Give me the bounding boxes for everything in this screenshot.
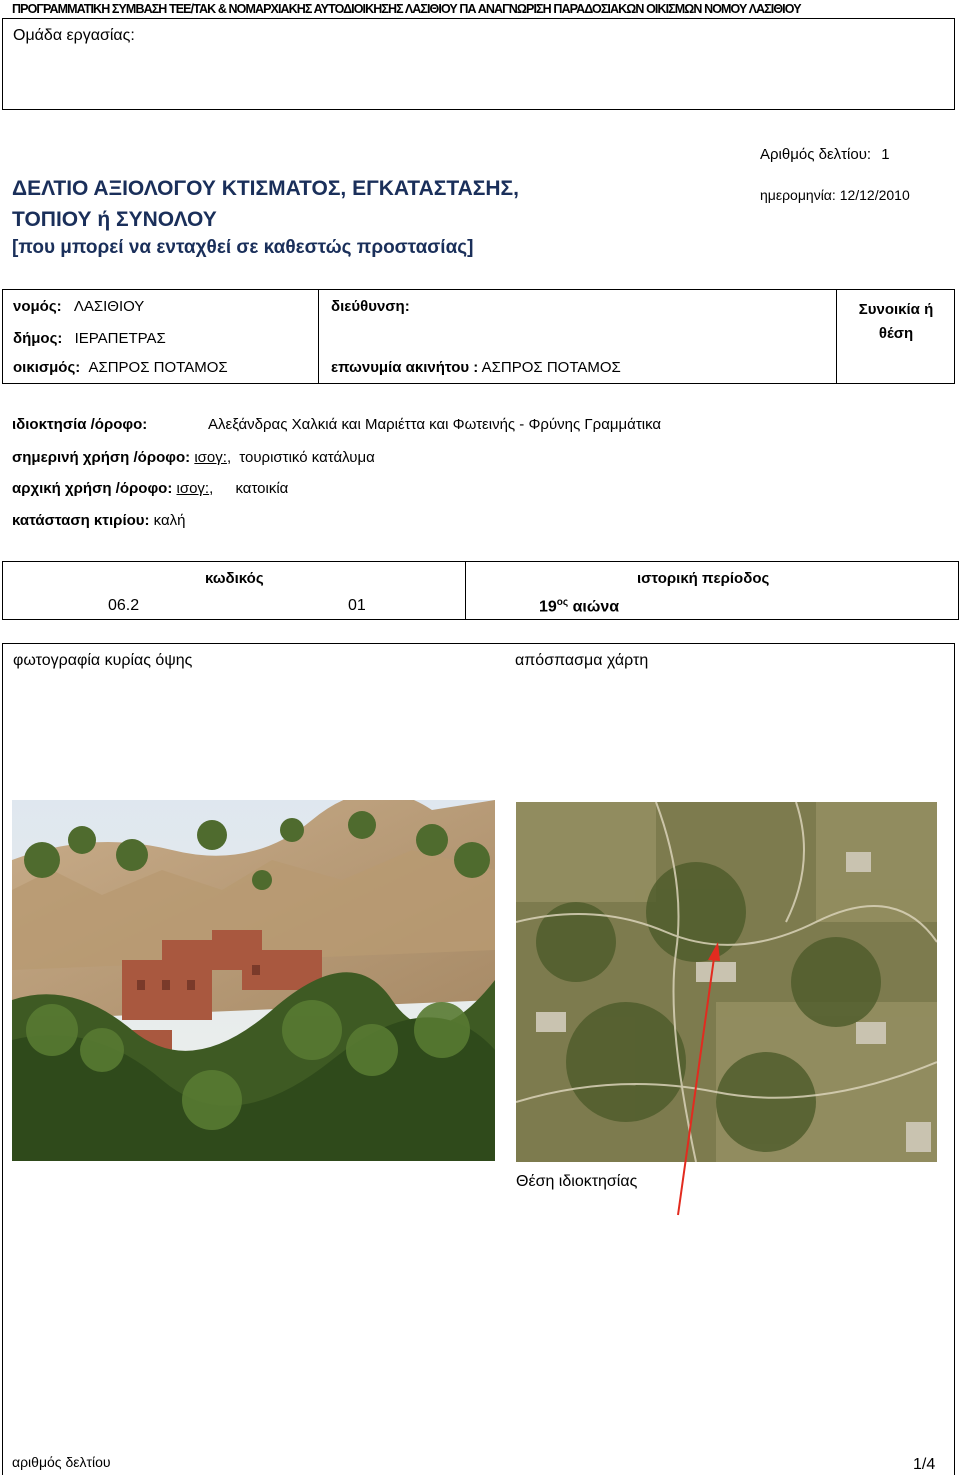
form-number-value: 1: [881, 146, 890, 163]
original-use-floor: ισογ:: [176, 480, 210, 497]
form-date-label: ημερομηνία:: [760, 187, 836, 203]
form-title-line2: ΤΟΠΙΟΥ ή ΣΥΝΟΛΟΥ: [12, 208, 217, 231]
settlement-row: [13, 359, 228, 376]
address-label: διεύθυνση:: [331, 298, 410, 315]
code-period-table: [2, 561, 959, 620]
property-name-row: [331, 359, 621, 376]
prefecture-label: νομός:: [13, 298, 62, 315]
current-use-row: [12, 449, 375, 466]
settlement-value: ΑΣΠΡΟΣ ΠΟΤΑΜΟΣ: [88, 359, 228, 376]
ownership-value: Αλεξάνδρας Χαλκιά και Μαριέττα και Φωτεινής - Φρύνης Γραμμάτικα: [208, 416, 662, 433]
work-group-label: Ομάδα εργασίας:: [13, 27, 135, 44]
current-use-floor: ισογ:: [194, 449, 227, 466]
facade-photo-label: φωτογραφία κυρίας όψης: [13, 652, 193, 669]
period-superscript: ος: [556, 597, 569, 608]
original-use-value: κατοικία: [235, 480, 289, 497]
work-group-box: [2, 18, 955, 110]
location-arrow: [670, 930, 730, 1230]
period-value: [539, 597, 619, 616]
current-use-label: σημερινή χρήση /όροφο:: [12, 449, 191, 466]
map-excerpt-label: απόσπασμα χάρτη: [515, 652, 649, 669]
municipality-value: ΙΕΡΑΠΕΤΡΑΣ: [74, 330, 166, 347]
program-header: ΠΡΟΓΡΑΜΜΑΤΙΚΗ ΣΥΜΒΑΣΗ ΤΕΕ/ΤΑΚ & ΝΟΜΑΡΧΙΑΚΗΣ ΑΥΤΟΔΙΟΙΚΗΣΗΣ ΛΑΣΙΘΙΟΥ ΠΑ ΑΝΑΓΝΩΡΙΣΗ ΠΑΡΑΔΟΣΙΑΚΩΝ ΟΙΚΙΣΜΩΝ ΝΟΜΟΥ ΛΑΣΙΘΙΟΥ: [12, 2, 801, 16]
settlement-label: οικισμός:: [13, 359, 81, 376]
map-caption: Θέση ιδιοκτησίας: [516, 1173, 638, 1190]
code-part2: 01: [348, 597, 366, 614]
form-number: [760, 146, 890, 163]
form-title-line1: ΔΕΛΤΙΟ ΑΞΙΟΛΟΓΟΥ ΚΤΙΣΜΑΤΟΣ, ΕΓΚΑΤΑΣΤΑΣΗΣ,: [12, 177, 519, 200]
prefecture-value: ΛΑΣΙΘΙΟΥ: [73, 298, 145, 315]
form-date-value: 12/12/2010: [839, 187, 910, 203]
original-use-label: αρχική χρήση /όροφο:: [12, 480, 173, 497]
current-use-sep: ,: [226, 449, 232, 466]
period-number: 19: [539, 598, 557, 616]
form-subtitle: [που μπορεί να ενταχθεί σε καθεστώς προστασίας]: [12, 237, 474, 258]
location-divider-1: [318, 290, 319, 383]
facade-photo-image: [12, 800, 495, 1161]
original-use-sep: ,: [209, 480, 214, 497]
property-name-value: ΑΣΠΡΟΣ ΠΟΤΑΜΟΣ: [481, 359, 621, 376]
footer-form-number-label: αριθμός δελτίου: [12, 1454, 111, 1470]
condition-row: [12, 512, 186, 529]
municipality-row: [13, 330, 166, 347]
municipality-label: δήμος:: [13, 330, 63, 347]
form-number-label: Αριθμός δελτίου:: [760, 146, 872, 163]
form-date: [760, 187, 910, 203]
neighborhood-label-line2: θέση: [878, 325, 914, 342]
original-use-row: [12, 480, 288, 497]
condition-value: καλή: [153, 512, 186, 529]
footer-page: 1/4: [913, 1456, 936, 1473]
ownership-label: ιδιοκτησία /όροφο:: [12, 416, 148, 433]
neighborhood-label-line1: Συνοικία ή: [858, 301, 934, 318]
code-header: κωδικός: [205, 570, 264, 587]
property-name-label: επωνυμία ακινήτου :: [331, 359, 479, 376]
period-header: ιστορική περίοδος: [637, 570, 770, 587]
code-period-divider: [465, 562, 466, 619]
code-part1: 06.2: [108, 597, 140, 614]
current-use-value: τουριστικό κατάλυμα: [239, 449, 375, 466]
condition-label: κατάσταση κτιρίου:: [12, 512, 150, 529]
ownership-label-row: [12, 416, 147, 433]
neighborhood-label: [837, 298, 955, 346]
prefecture-row: [13, 298, 144, 315]
facade-photo: [12, 800, 495, 1161]
location-box: [2, 289, 955, 384]
period-word: αιώνα: [572, 598, 620, 616]
